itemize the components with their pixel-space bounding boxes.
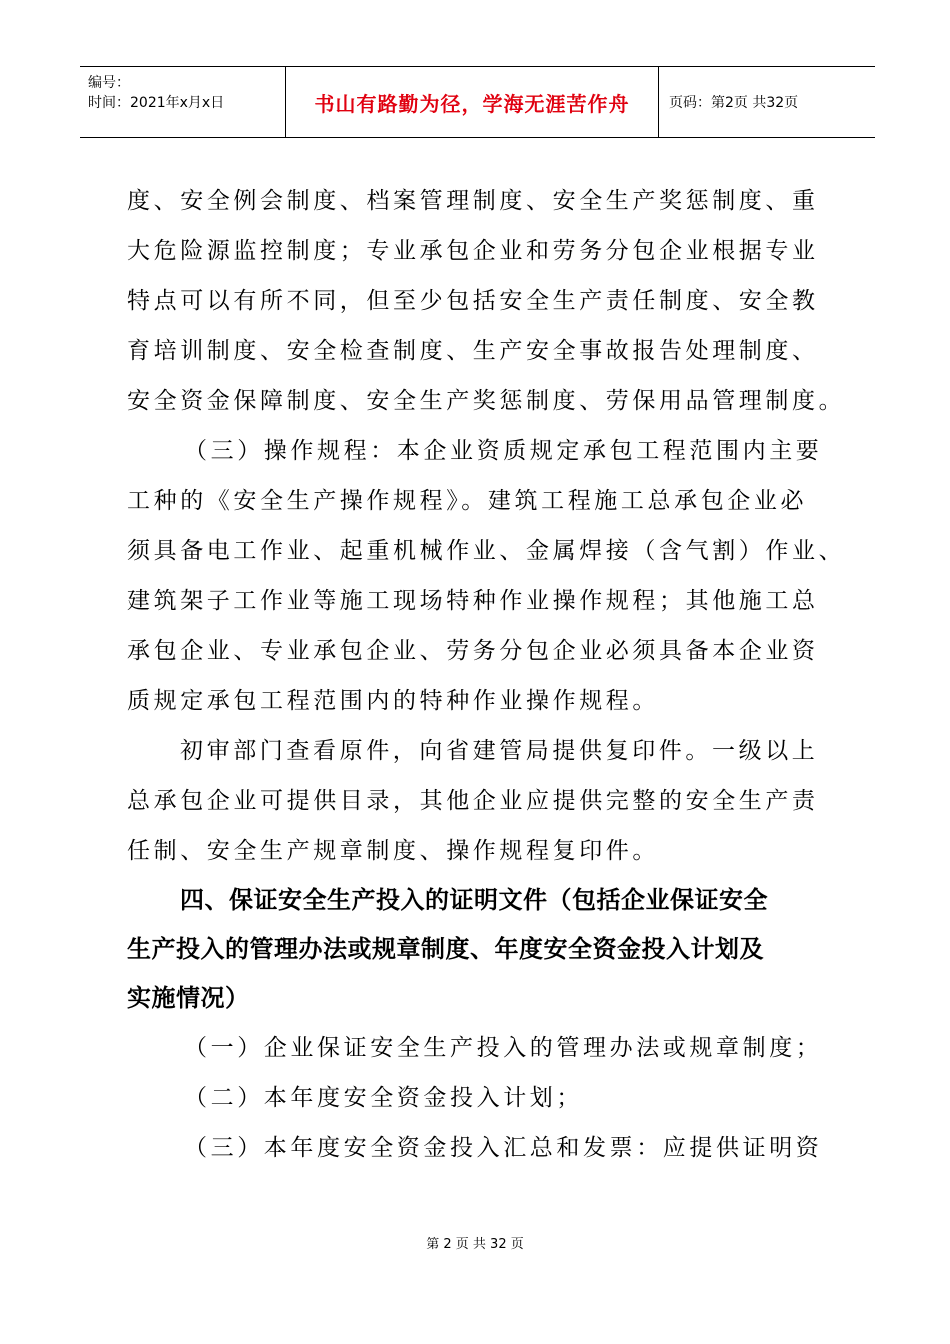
text-line: （二）本年度安全资金投入计划；	[184, 1085, 583, 1111]
section-heading-line: 生产投入的管理办法或规章制度、年度安全资金投入计划及	[127, 935, 764, 963]
text-line: 初审部门查看原件，向省建管局提供复印件。一级以上	[180, 738, 819, 764]
text-line: 任制、安全生产规章制度、操作规程复印件。	[127, 838, 659, 864]
text-line: 须具备电工作业、起重机械作业、金属焊接（含气割）作业、	[127, 538, 846, 564]
header-page-info	[659, 67, 875, 137]
text-line: 工种的《安全生产操作规程》。建筑工程施工总承包企业必	[127, 488, 808, 514]
time-label: 时间：2021年x月x日	[88, 95, 225, 111]
section-heading-line: 实施情况）	[127, 984, 250, 1012]
text-line: 育培训制度、安全检查制度、生产安全事故报告处理制度、	[127, 338, 819, 364]
text-line: 度、安全例会制度、档案管理制度、安全生产奖惩制度、重	[127, 188, 819, 214]
text-line: 建筑架子工作业等施工现场特种作业操作规程；其他施工总	[127, 588, 819, 614]
text-line: （三）操作规程：本企业资质规定承包工程范围内主要	[184, 438, 823, 464]
section-heading-line: 四、保证安全生产投入的证明文件（包括企业保证安全	[180, 886, 768, 914]
serial-label: 编号：	[88, 75, 130, 91]
text-line: 承包企业、专业承包企业、劳务分包企业必须具备本企业资	[127, 638, 819, 664]
page-header	[80, 66, 875, 138]
page-footer: 第 2 页 共 32 页	[426, 1237, 524, 1252]
header-motto	[286, 67, 659, 137]
motto-text: 书山有路勤为径，学海无涯苦作舟	[314, 91, 630, 116]
page-info-text: 页码：第2页 共32页	[669, 95, 799, 111]
text-line: 质规定承包工程范围内的特种作业操作规程。	[127, 688, 659, 714]
text-line: 安全资金保障制度、安全生产奖惩制度、劳保用品管理制度。	[127, 388, 846, 414]
text-line: 大危险源监控制度；专业承包企业和劳务分包企业根据专业	[127, 238, 819, 264]
document-body	[127, 176, 847, 1173]
text-line: （一）企业保证安全生产投入的管理办法或规章制度；	[184, 1035, 823, 1061]
text-line: 总承包企业可提供目录，其他企业应提供完整的安全生产责	[127, 788, 819, 814]
header-meta	[80, 67, 286, 137]
text-line: 特点可以有所不同，但至少包括安全生产责任制度、安全教	[127, 288, 819, 314]
text-line: （三）本年度安全资金投入汇总和发票：应提供证明资	[184, 1135, 823, 1161]
